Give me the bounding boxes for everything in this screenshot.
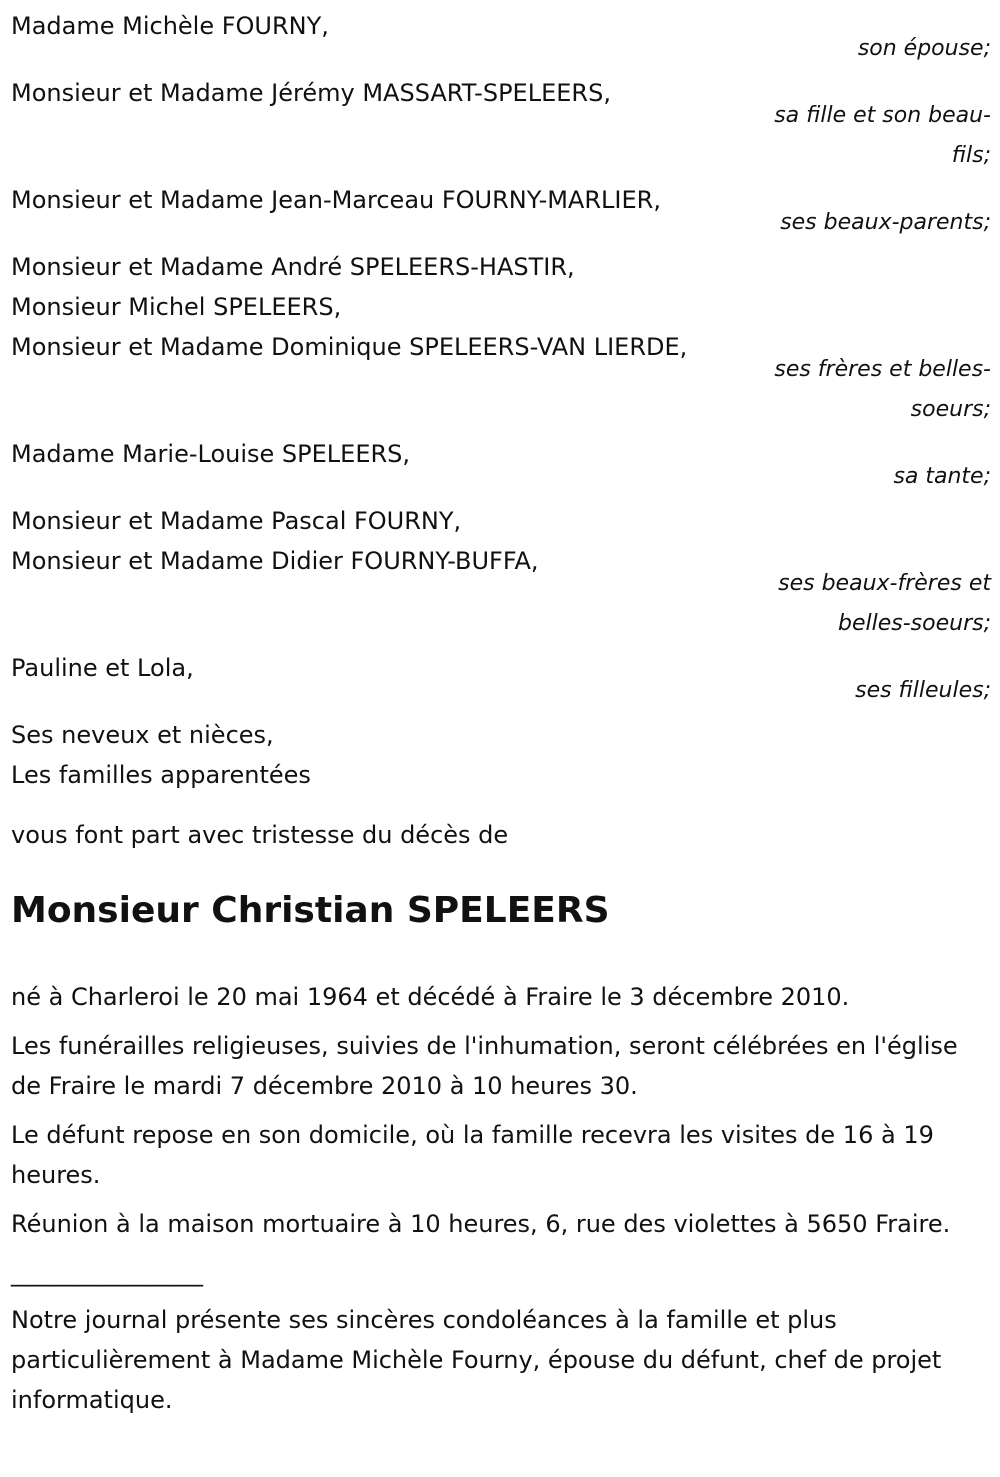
relationship-label: ses beaux-frères et belles-soeurs; [778,571,991,636]
gathering-paragraph: Réunion à la maison mortuaire à 10 heures, 6, rue des violettes à 5650 Fraire. [11,1210,951,1238]
family-group [11,648,991,711]
mourner-name: Monsieur et Madame Jean-Marceau FOURNY-MARLIER, [11,186,661,214]
mourner-name: Monsieur et Madame Dominique SPELEERS-VAN LIERDE, [11,333,688,361]
mourner-name: Pauline et Lola, [11,654,194,682]
announcement-text: vous font part avec tristesse du décès de [11,821,509,849]
birth-death-paragraph: né à Charleroi le 20 mai 1964 et décédé à Fraire le 3 décembre 2010. [11,983,850,1011]
mourner-name: Monsieur et Madame Pascal FOURNY, [11,507,462,535]
family-group [11,6,991,69]
visitation-paragraph: Le défunt repose en son domicile, où la famille recevra les visites de 16 à 19 heures. [11,1121,934,1189]
mourner-name: Madame Michèle FOURNY, [11,12,329,40]
family-group [11,73,991,176]
deceased-name: Monsieur Christian SPELEERS [11,890,610,931]
condolences-paragraph: Notre journal présente ses sincères condoléances à la famille et plus particulièrement à Madame Michèle Fourny, épouse du défunt, chef de projet informatique. [11,1306,942,1414]
separator-line: ________________ [11,1259,203,1287]
relationship-label: son épouse; [857,36,991,61]
family-group [11,434,991,497]
relationship-label: ses frères et belles-soeurs; [774,357,991,422]
family-line: Ses neveux et nièces, [11,721,274,749]
spacer [11,795,991,815]
mourner-name: Madame Marie-Louise SPELEERS, [11,440,411,468]
relationship-label: ses filleules; [855,678,991,703]
mourner-name: Monsieur Michel SPELEERS, [11,293,342,321]
relationship-label: ses beaux-parents; [780,210,991,235]
obituary-notice [11,6,991,1429]
family-group [11,501,991,644]
mourner-name: Monsieur et Madame Jérémy MASSART-SPELEERS, [11,79,611,107]
funeral-paragraph: Les funérailles religieuses, suivies de l'inhumation, seront célébrées en l'église de Fraire le mardi 7 décembre 2010 à 10 heures 30. [11,1032,958,1100]
relationship-label: sa fille et son beau-fils; [774,103,991,168]
family-group [11,247,991,430]
family-line: Les familles apparentées [11,761,311,789]
family-group [11,180,991,243]
relationship-label: sa tante; [893,464,991,489]
mourner-name: Monsieur et Madame Didier FOURNY-BUFFA, [11,547,539,575]
mourner-name: Monsieur et Madame André SPELEERS-HASTIR, [11,253,575,281]
